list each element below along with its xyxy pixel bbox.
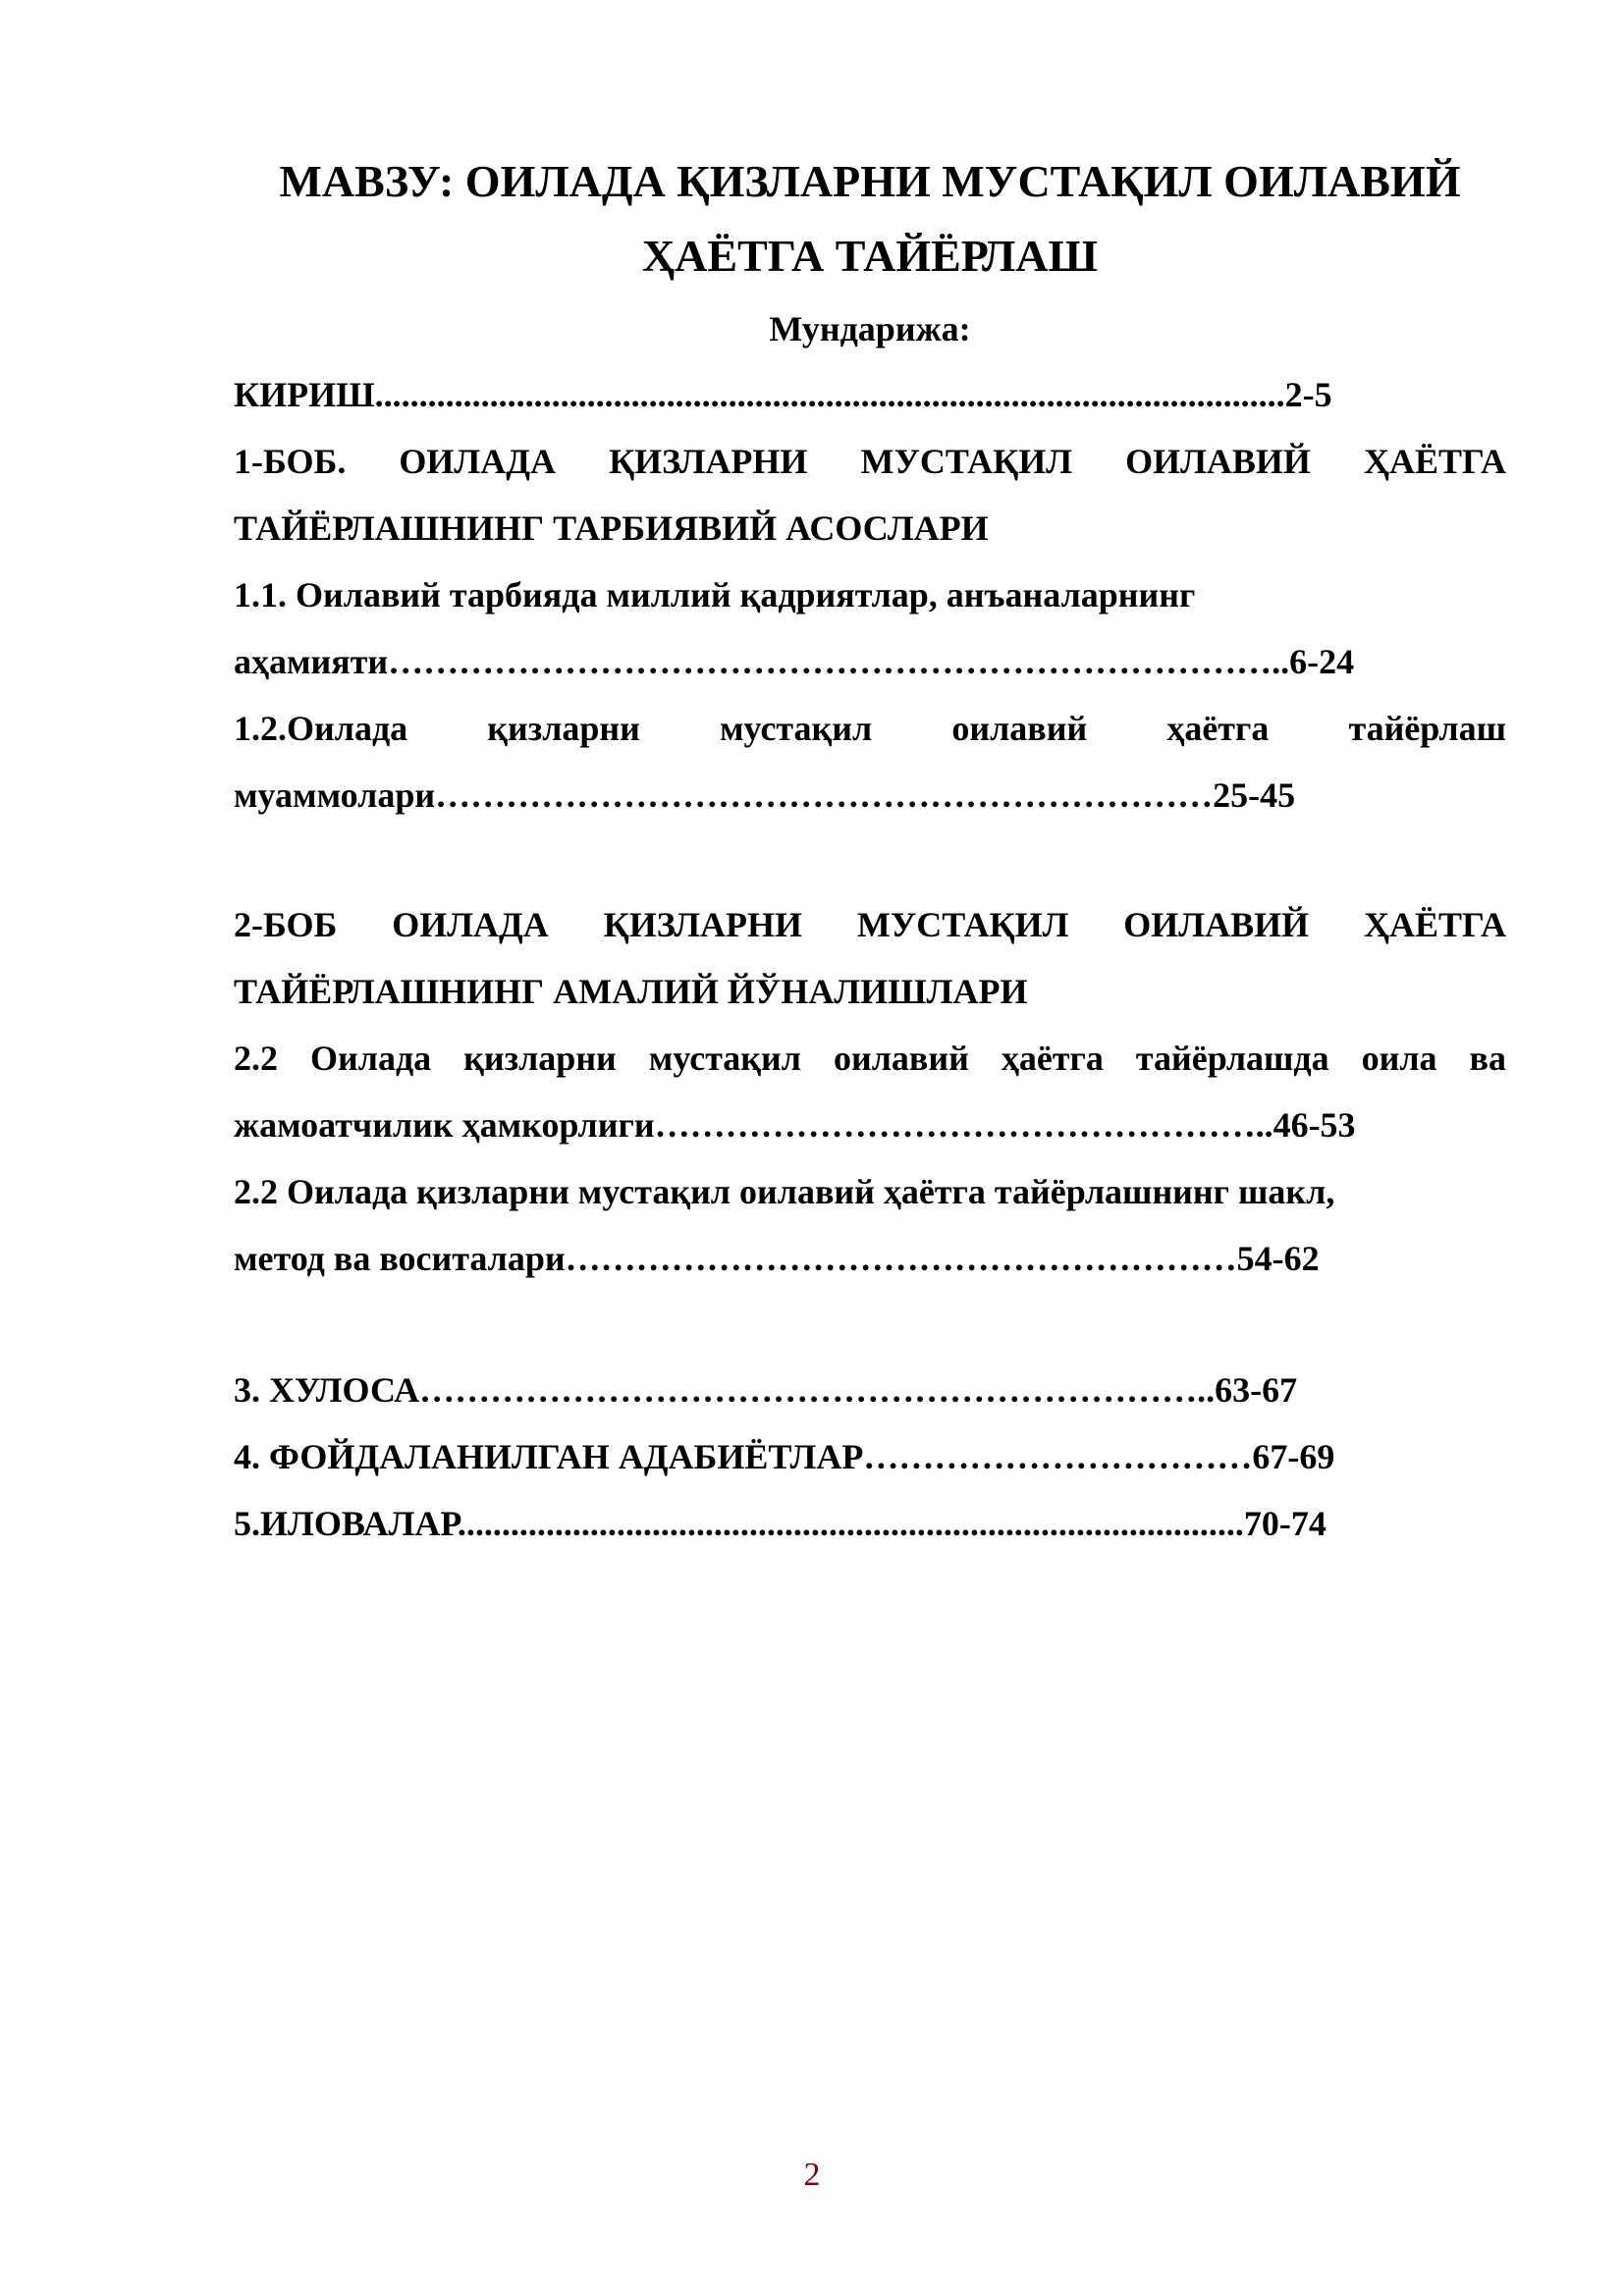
toc-entry-chapter-2-line-1: 2-БОБ ОИЛАДА ҚИЗЛАРНИ МУСТАҚИЛ ОИЛАВИЙ ҲАЁТГА [234, 905, 1506, 944]
page-number: 2 [803, 2157, 821, 2193]
toc-entry-section-1-1-line-2: аҳамияти…………………………………………………………………..6-24 [234, 642, 1355, 681]
toc-entry-chapter-2-line-2: ТАЙЁРЛАШНИНГ АМАЛИЙ ЙЎНАЛИШЛАРИ [234, 972, 1028, 1011]
toc-entry-section-1-1-line-1: 1.1. Оилавий тарбияда миллий қадриятлар, анъаналарнинг [234, 575, 1196, 614]
toc-entry-section-2-1-line-2: жамоатчилик ҳамкорлиги……………………………………………..46-53 [234, 1105, 1356, 1145]
toc-entry-references: 4. ФОЙДАЛАНИЛГАН АДАБИЁТЛАР……………………………67-69 [234, 1437, 1335, 1476]
toc-entry-section-1-2-line-2: муаммолари…………………………………………………………25-45 [234, 775, 1296, 815]
toc-entry-chapter-1-line-2: ТАЙЁРЛАШНИНГ ТАРБИЯВИЙ АСОСЛАРИ [234, 508, 989, 548]
toc-entry-section-1-2-line-1: 1.2.Оилада қизларни мустақил оилавий ҳаётга тайёрлаш [234, 709, 1506, 748]
toc-entry-appendices: 5.ИЛОВАЛАР.........................................................................................70-74 [234, 1504, 1326, 1543]
toc-entry-introduction: КИРИШ.......................................................................................................2-5 [234, 375, 1332, 414]
toc-entry-section-2-1-line-1: 2.2 Оилада қизларни мустақил оилавий ҳаётга тайёрлашда оила ва [234, 1039, 1506, 1078]
document-title-line-2: ҲАЁТГА ТАЙЁРЛАШ [641, 231, 1099, 281]
toc-entry-section-2-2-line-1: 2.2 Оилада қизларни мустақил оилавий ҳаётга тайёрлашнинг шакл, [234, 1172, 1335, 1211]
toc-entry-section-2-2-line-2: метод ва воситалари…………………………………………………54-62 [234, 1239, 1320, 1278]
document-title-line-1: МАВЗУ: ОИЛАДА ҚИЗЛАРНИ МУСТАҚИЛ ОИЛАВИЙ [279, 156, 1461, 206]
toc-entry-chapter-1-line-1: 1-БОБ. ОИЛАДА ҚИЗЛАРНИ МУСТАҚИЛ ОИЛАВИЙ ҲАЁТГА [234, 442, 1506, 481]
toc-entry-conclusion: 3. ХУЛОСА…………………………………………………………..63-67 [234, 1370, 1298, 1410]
contents-heading: Мундарижа: [769, 309, 971, 348]
